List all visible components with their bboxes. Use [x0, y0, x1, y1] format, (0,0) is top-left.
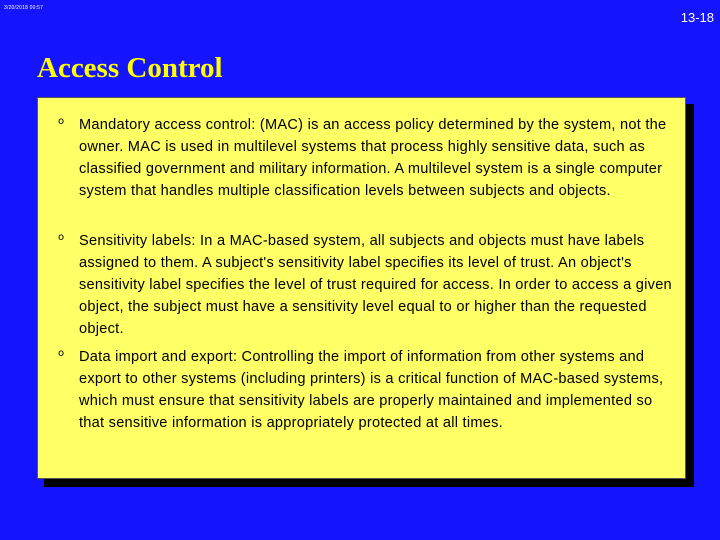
slide-number: 13-18	[680, 10, 714, 25]
bullet-text-sensitivity-labels: Sensitivity labels: In a MAC-based system, all subjects and objects must have labels assigned to them. A subject's sensitivity label specifies its level of trust. An object's sensitivity label specifies the level of trust required for access. In order to access a given object, the subject must have a sensitivity level equal to or higher than the requested object.	[79, 233, 672, 337]
bullet-icon: o	[58, 232, 65, 243]
bullet-icon: o	[58, 116, 65, 127]
bullet-icon: o	[58, 348, 65, 359]
bullet-text-data-import-export: Data import and export: Controlling the import of information from other systems and export to other systems (including printers) is a critical function of MAC-based systems, which must ensure that sensitivity labels are properly maintained and implemented so that sensitive information is appropriately protected at all times.	[79, 349, 664, 431]
bullet-text-mac: Mandatory access control: (MAC) is an access policy determined by the system, not the owner. MAC is used in multilevel systems that process highly sensitive data, such as classified government and military information. A multilevel system is a single computer system that handles multiple classification levels between subjects and objects.	[79, 117, 667, 199]
content-panel	[37, 97, 686, 479]
timestamp: 3/20/2018 00:57	[4, 5, 44, 11]
slide-title: Access Control	[37, 52, 223, 84]
